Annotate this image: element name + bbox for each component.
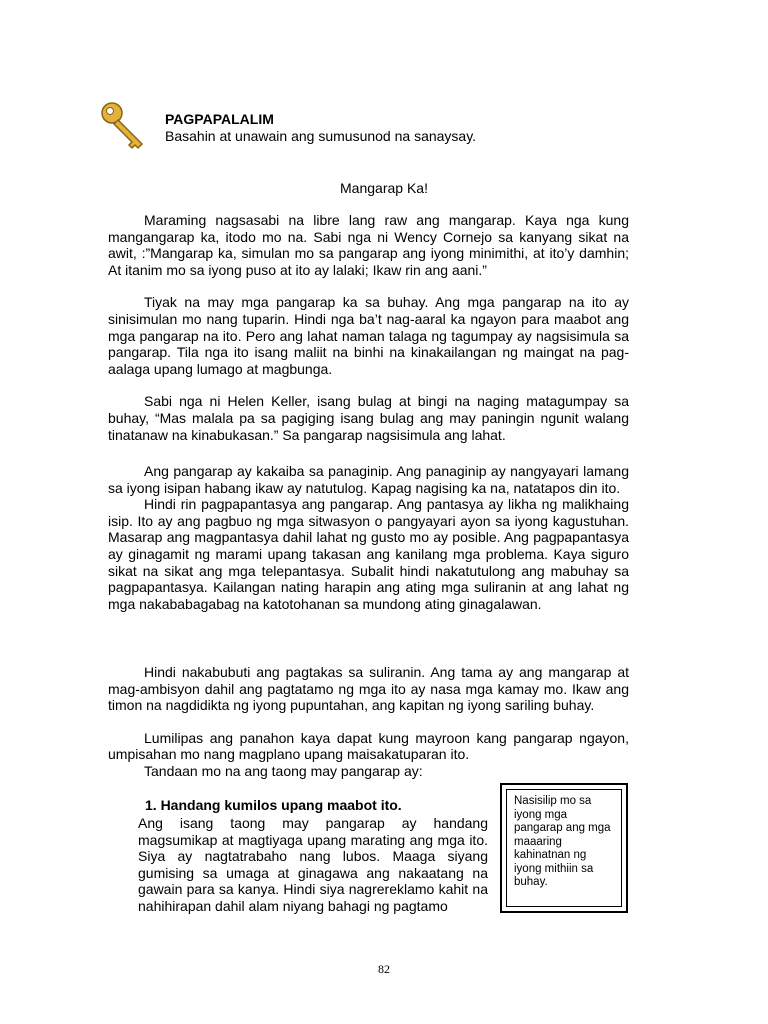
- section-instruction: Basahin at unawain ang sumusunod na sanaysay.: [165, 128, 477, 144]
- essay-paragraph: Tiyak na may mga pangarap ka sa buhay. Ang mga pangarap na ito ay sinisimulan mo nang tuparin. Hindi nga ba’t nag-aaral ka ngayon para maabot ang mga pangarap na ito. Pero ang lahat naman talaga ng tagumpay ay nagsisimula sa pangarap. Tila nga ito isang maliit na binhi na kinakailangan ng maingat na pag-aalaga upang lumago at magbunga.: [108, 294, 629, 377]
- key-icon: [98, 100, 150, 152]
- essay-body-2: [108, 463, 629, 612]
- essay-paragraph: Maraming nagsasabi na libre lang raw ang mangarap. Kaya nga kung mangangarap ka, itodo mo na. Sabi nga ni Wency Cornejo sa kanyang sikat na awit, :”Mangarap ka, simulan mo sa pangarap ang iyong minimithi, at ito’y damhin; At itanim mo sa iyong puso at ito ay lalaki; Ikaw rin ang aani.”: [108, 212, 629, 278]
- essay-title: Mangarap Ka!: [340, 180, 428, 196]
- essay-body-1: [108, 212, 629, 443]
- trait-text: Ang isang taong may pangarap ay handang magsumikap at magtiyaga upang marating ang mga ito. Siya ay nagtatrabaho nang lubos. Maaga siyang gumising sa umaga at ginagawa ang nakaatang na gawain para sa kanya. Hindi siya nagrereklamo kahit na nahihirapan dahil alam niyang bahagi ng pagtamo: [138, 815, 488, 914]
- essay-paragraph: Ang pangarap ay kakaiba sa panaginip. Ang panaginip ay nangyayari lamang sa iyong isipan habang ikaw ay natutulog. Kapag nagising ka na, natatapos din ito.: [108, 463, 629, 496]
- essay-body-3: [108, 664, 629, 780]
- section-title: PAGPAPALALIM: [165, 111, 274, 127]
- sidebar-note-text: Nasisilip mo sa iyong mga pangarap ang mga maaaring kahinatnan ng iyong mithiin sa buhay.: [506, 789, 622, 907]
- essay-paragraph: Lumilipas ang panahon kaya dapat kung mayroon kang pangarap ngayon, umpisahan mo nang magplano upang maisakatuparan ito.: [108, 729, 629, 763]
- page-number: 82: [378, 962, 390, 976]
- essay-paragraph: Hindi rin pagpapantasya ang pangarap. Ang pantasya ay likha ng malikhaing isip. Ito ay ang pagbuo ng mga sitwasyon o pangyayari ayon sa iyong kagustuhan. Masarap ang magpantasya dahil lahat ng gusto mo ay posible. Ang pagpapantasya ay ginagamit ng marami upang takasan ang kanilang mga problema. Kaya siguro sikat na sikat ang mga telepantasya. Subalit hindi nakatutulong ang mabuhay sa pagpapantasya. Kailangan nating harapin ang ating mga suliranin at ang lahat ng mga nakababagabag na katotohanan sa mundong ating ginagalawan.: [108, 496, 629, 612]
- essay-paragraph: Tandaan mo na ang taong may pangarap ay:: [144, 762, 423, 779]
- trait-heading: 1. Handang kumilos upang maabot ito.: [145, 797, 402, 813]
- essay-paragraph: Sabi nga ni Helen Keller, isang bulag at bingi na naging matagumpay sa buhay, “Mas malala pa sa pagiging isang bulag ang may paningin ngunit walang tinatanaw na kinabukasan.” Sa pangarap nagsisimula ang lahat.: [108, 393, 629, 443]
- sidebar-note-box: [500, 783, 628, 913]
- essay-paragraph: Hindi nakabubuti ang pagtakas sa suliranin. Ang tama ay ang mangarap at mag-ambisyon dahil ang pagtatamo ng mga ito ay nasa mga kamay mo. Ikaw ang timon na nagdidikta ng iyong pupuntahan, ang kapitan ng iyong sariling buhay.: [108, 664, 629, 714]
